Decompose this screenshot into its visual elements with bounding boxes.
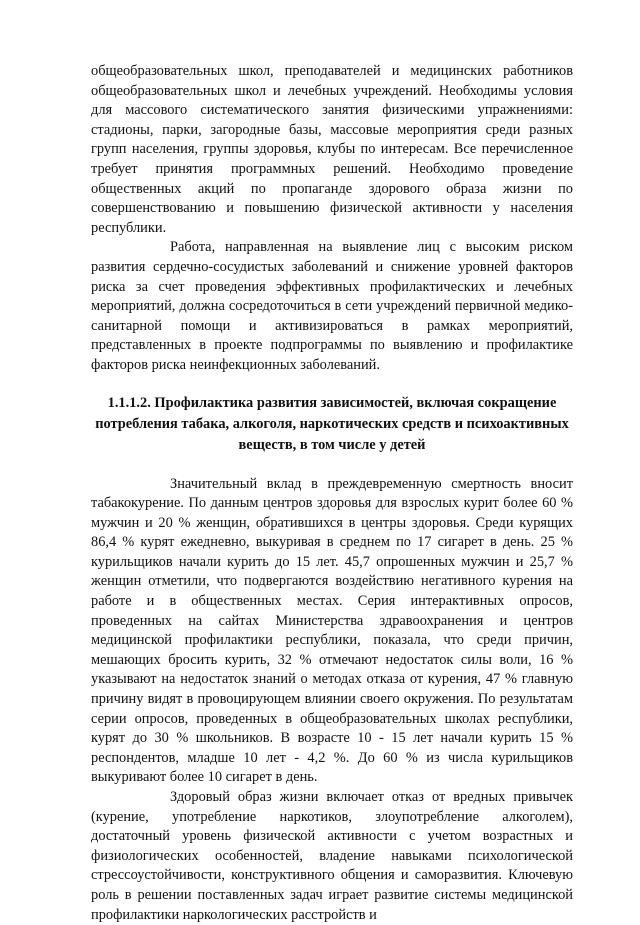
body-paragraph: общеобразовательных школ, преподавателей и медицинских работников общеобразовательных школ и лечебных учреждений. Необходимы условия для массового систематического занятия физическими упражнениями: стадионы, парки, загородные базы, массовые мероприятия среди разных групп населения, группы здоровья, клубы по интересам. Все перечисленное требует принятия программных решений. Необходимо проведение общественных акций по пропаганде здорового образа жизни по совершенствованию и повышению физической активности у населения республики. [91,63,573,236]
body-paragraph: Работа, направленная на выявление лиц с высоким риском развития сердечно-сосудистых заболеваний и снижение уровней факторов риска за счет проведения эффективных профилактических и лечебных мероприятий, должна сосредоточиться в сети учреждений первичной медико-санитарной помощи и активизироваться в рамках мероприятий, представленных в проекте подпрограммы по выявлению и профилактике факторов риска неинфекционных заболеваний. [91,239,573,373]
section-heading: 1.1.1.2. Профилактика развития зависимостей, включая сокращение потребления табака, алкоголя, наркотических средств и психоактивных веществ, в том числе у детей [95,394,569,453]
body-paragraph: Здоровый образ жизни включает отказ от вредных привычек (курение, употребление наркотиков, злоупотребление алкоголем), достаточный уровень физической активности с учетом возрастных и физиологических особенностей, владение навыками психологической стрессоустойчивости, конструктивного общения и саморазвития. Ключевую роль в решении поставленных задач играет развитие системы медицинской профилактики наркологических расстройств и [91,789,573,923]
document-page [91,62,573,925]
body-paragraph: Значительный вклад в преждевременную смертность вносит табакокурение. По данным центров здоровья для взрослых курит более 60 % мужчин и 20 % женщин, обратившихся в центры здоровья. Среди курящих 86,4 % курят ежедневно, выкуривая в среднем по 17 сигарет в день. 25 % курильщиков начали курить до 15 лет. 45,7 опрошенных мужчин и 25,7 % женщин отметили, что подвергаются воздействию негативного курения на работе и в общественных местах. Серия интерактивных опросов, проведенных на сайтах Министерства здравоохранения и центров медицинской профилактики республики, показала, что среди причин, мешающих бросить курить, 32 % отмечают недостаток силы воли, 16 % указывают на недостаток знаний о методах отказа от курения, 47 % главную причину видят в провоцирующем влиянии своего окружения. По результатам серии опросов, проведенных в общеобразовательных школах республики, курят до 30 % школьников. В возрасте 10 - 15 лет начали курить 15 % респондентов, младше 10 лет - 4,2 %. До 60 % из числа курильщиков выкуривают более 10 сигарет в день. [91,475,573,786]
